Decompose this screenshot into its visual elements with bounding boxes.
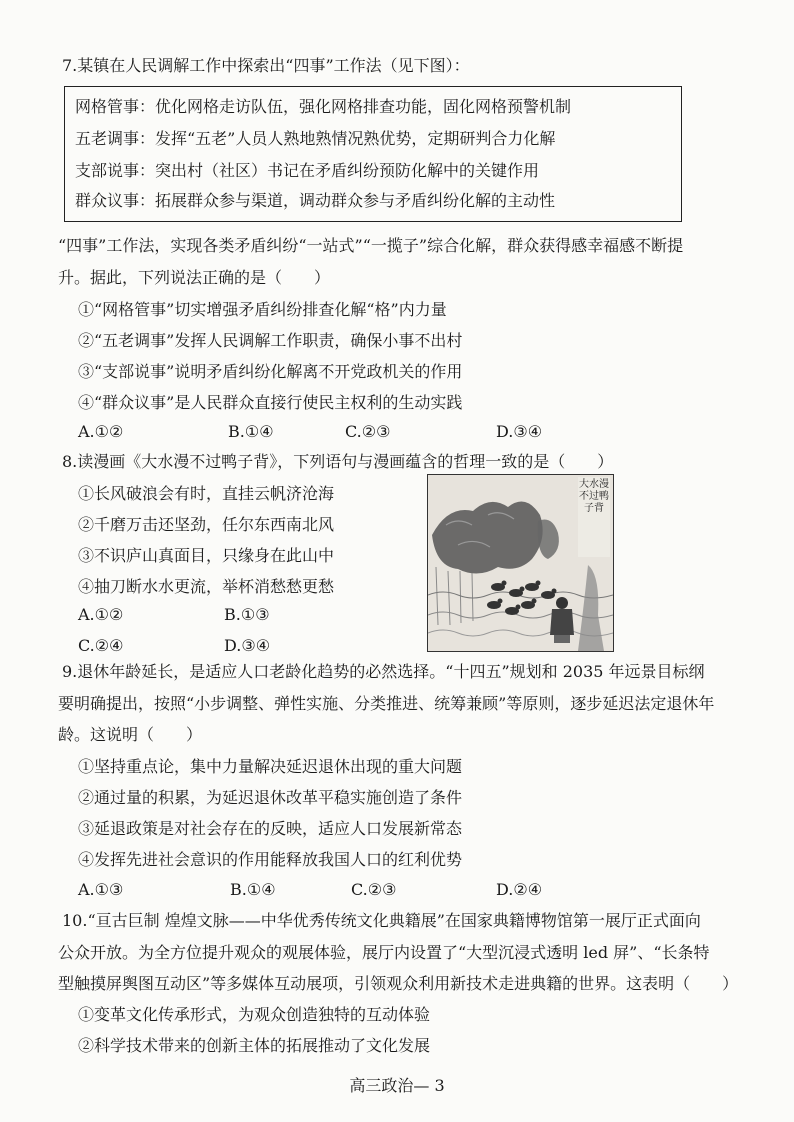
q10-item-1: ①变革文化传承形式，为观众创造独特的互动体验 (78, 1005, 431, 1024)
q7-box-line-1: 网格管事：优化网格走访队伍，强化网格排查功能，固化网格预警机制 (75, 97, 572, 116)
q8-item-4: ④抽刀断水水更流，举杯消愁愁更愁 (78, 577, 335, 596)
q7-para-2: 升。据此，下列说法正确的是（ ） (58, 268, 331, 287)
q8-option-b[interactable]: B.①③ (224, 605, 270, 624)
q7-box-line-2: 五老调事：发挥“五老”人员人熟地熟情况熟优势，定期研判合力化解 (75, 129, 556, 148)
q9-line-2: 要明确提出，按照“小步调整、弹性实施、分类推进、统筹兼顾”等原则，逐步延迟法定退休年 (58, 694, 715, 713)
q7-item-4: ④“群众议事”是人民群众直接行使民主权利的生动实践 (78, 393, 463, 412)
q8-option-c[interactable]: C.②④ (78, 636, 124, 655)
q9-option-a[interactable]: A.①③ (78, 880, 124, 899)
q8-item-3: ③不识庐山真面目，只缘身在此山中 (78, 546, 335, 565)
cartoon-title: 大水漫不过鸭子背 (579, 479, 609, 514)
q10-line-3: 型触摸屏舆图互动区”等多媒体互动展项，引领观众利用新技术走进典籍的世界。这表明（ ） (58, 974, 739, 993)
q9-item-3: ③延退政策是对社会存在的反映，适应人口发展新常态 (78, 819, 463, 838)
q8-item-2: ②千磨万击还坚劲，任尔东西南北风 (78, 515, 335, 534)
q8-item-1: ①长风破浪会有时，直挂云帆济沧海 (78, 484, 335, 503)
q7-option-b[interactable]: B.①④ (228, 422, 274, 441)
q7-item-1: ①“网格管事”切实增强矛盾纠纷排查化解“格”内力量 (78, 300, 447, 319)
q9-line-1: 9.退休年龄延长，是适应人口老龄化趋势的必然选择。“十四五”规划和 2035 年远景目标纲 (62, 662, 705, 681)
q9-item-2: ②通过量的积累，为延迟退休改革平稳实施创造了条件 (78, 788, 463, 807)
q7-item-2: ②“五老调事”发挥人民调解工作职责，确保小事不出村 (78, 331, 463, 350)
q9-option-b[interactable]: B.①④ (230, 880, 276, 899)
q9-line-3: 龄。这说明（ ） (58, 725, 203, 744)
q8-option-a[interactable]: A.①② (78, 605, 124, 624)
q10-line-1: 10.“亘古巨制 煌煌文脉——中华优秀传统文化典籍展”在国家典籍博物馆第一展厅正式面向 (62, 911, 701, 930)
q8-option-d[interactable]: D.③④ (224, 636, 271, 655)
q9-option-d[interactable]: D.②④ (496, 880, 543, 899)
q9-item-1: ①坚持重点论，集中力量解决延迟退休出现的重大问题 (78, 757, 463, 776)
q7-item-3: ③“支部说事”说明矛盾纠纷化解离不开党政机关的作用 (78, 362, 463, 381)
q7-option-a[interactable]: A.①② (78, 422, 124, 441)
q7-box-line-3: 支部说事：突出村（社区）书记在矛盾纠纷预防化解中的关键作用 (75, 161, 540, 180)
q10-line-2: 公众开放。为全方位提升观众的观展体验，展厅内设置了“大型沉浸式透明 led 屏”、“长条特 (58, 943, 710, 962)
q7-option-d[interactable]: D.③④ (496, 422, 543, 441)
q7-options (78, 422, 558, 442)
q9-item-4: ④发挥先进社会意识的作用能释放我国人口的红利优势 (78, 850, 463, 869)
q9-option-c[interactable]: C.②③ (351, 880, 397, 899)
q8-stem: 8.读漫画《大水漫不过鸭子背》，下列语句与漫画蕴含的哲理一致的是（ ） (62, 452, 614, 471)
q7-method-box (64, 86, 682, 222)
q7-para-1: “四事”工作法，实现各类矛盾纠纷“一站式”“一揽子”综合化解，群众获得感幸福感不断提 (58, 236, 684, 255)
q8-options (78, 605, 298, 657)
q7-box-line-4: 群众议事：拓展群众参与渠道，调动群众参与矛盾纠纷化解的主动性 (75, 191, 556, 210)
q7-option-c[interactable]: C.②③ (345, 422, 391, 441)
q7-stem: 7.某镇在人民调解工作中探索出“四事”工作法（见下图）： (62, 56, 470, 75)
q8-cartoon-image (427, 474, 614, 652)
q10-item-2: ②科学技术带来的创新主体的拓展推动了文化发展 (78, 1036, 431, 1055)
q9-options (78, 880, 558, 900)
page-footer: 高三政治— 3 (349, 1076, 445, 1095)
